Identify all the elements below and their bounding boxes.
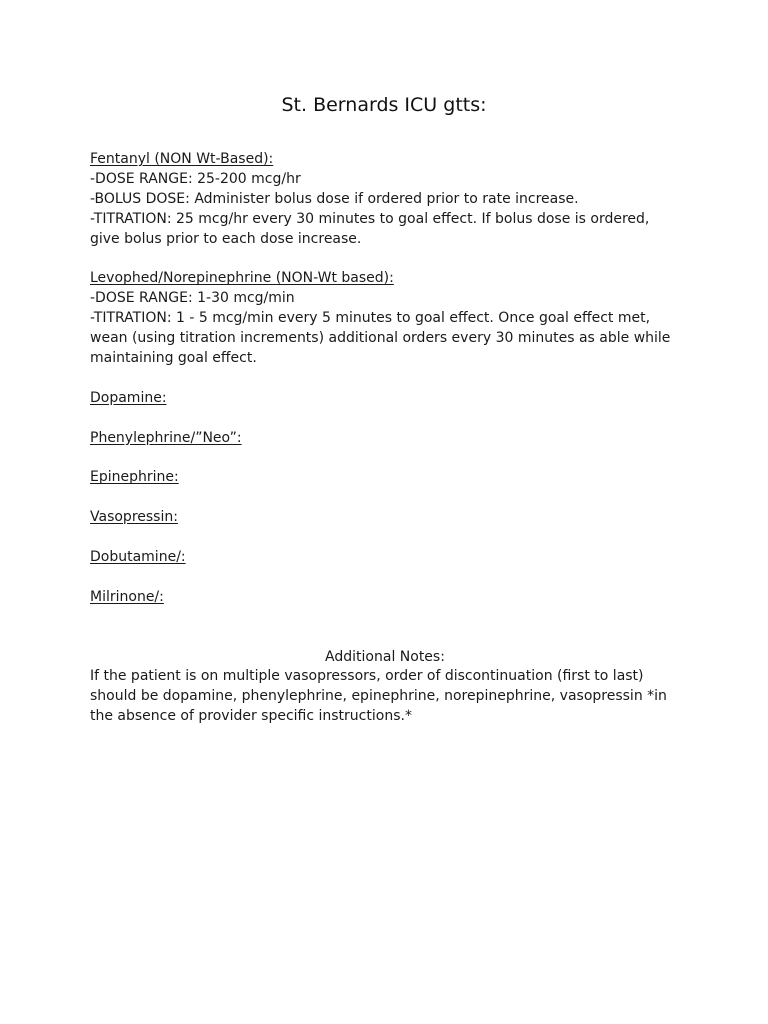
fentanyl-bolus-dose: -BOLUS DOSE: Administer bolus dose if ordered prior to rate increase. <box>90 190 579 207</box>
milrinone-heading: Milrinone/: <box>90 588 164 605</box>
levophed-section <box>90 269 680 369</box>
notes-section <box>90 648 680 728</box>
spacer <box>90 528 680 548</box>
spacer <box>90 628 680 648</box>
fentanyl-dose-range: -DOSE RANGE: 25-200 mcg/hr <box>90 170 301 187</box>
fentanyl-heading: Fentanyl (NON Wt-Based): <box>90 151 274 167</box>
spacer <box>90 449 680 469</box>
document-body <box>90 150 680 727</box>
notes-title: Additional Notes: <box>325 648 445 665</box>
dobutamine-heading: Dobutamine/: <box>90 549 186 566</box>
levophed-heading: Levophed/Norepinephrine (NON-Wt based): <box>90 270 394 287</box>
notes-line-3: the absence of provider specific instructions.* <box>90 708 412 725</box>
fentanyl-section <box>90 150 680 250</box>
spacer <box>90 369 680 389</box>
spacer <box>90 250 680 270</box>
fentanyl-titration: -TITRATION: 25 mcg/hr every 30 minutes to goal effect. If bolus dose is ordered, <box>90 210 650 227</box>
levophed-dose-range: -DOSE RANGE: 1-30 mcg/min <box>90 290 295 307</box>
epinephrine-heading: Epinephrine: <box>90 469 179 486</box>
notes-line-2: should be dopamine, phenylephrine, epinephrine, norepinephrine, vasopressin *in <box>90 688 667 705</box>
phenylephrine-heading: Phenylephrine/”Neo”: <box>90 429 242 446</box>
dopamine-heading: Dopamine: <box>90 389 167 406</box>
document-title: St. Bernards ICU gtts: <box>281 94 487 116</box>
fentanyl-titration-cont: give bolus prior to each dose increase. <box>90 230 362 247</box>
spacer <box>90 488 680 508</box>
vasopressin-heading: Vasopressin: <box>90 509 178 526</box>
levophed-titration: -TITRATION: 1 - 5 mcg/min every 5 minutes to goal effect. Once goal effect met, <box>90 310 651 327</box>
levophed-titration-cont: wean (using titration increments) additional orders every 30 minutes as able while <box>90 330 671 347</box>
spacer <box>90 568 680 588</box>
notes-line-1: If the patient is on multiple vasopressors, order of discontinuation (first to last) <box>90 668 644 685</box>
levophed-titration-end: maintaining goal effect. <box>90 350 257 367</box>
spacer <box>90 409 680 429</box>
spacer <box>90 608 680 628</box>
